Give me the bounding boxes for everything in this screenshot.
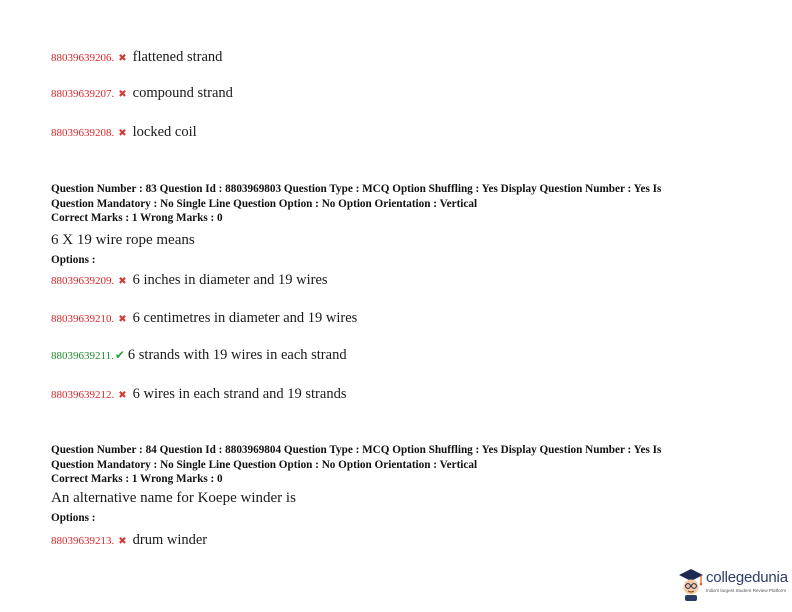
check-icon: ✔ [114,348,125,362]
option-id: 88039639206. [51,52,115,64]
question-meta-line1: Question Number : 83 Question Id : 8803969803 Question Type : MCQ Option Shuffling : Yes Display Question Number : Yes Is [51,183,662,195]
collegedunia-logo [677,566,787,606]
cross-icon: ✖ [118,314,127,325]
option-text: drum winder [132,532,208,548]
cross-icon: ✖ [118,53,127,64]
option-row [51,123,197,145]
question-meta-line1: Question Number : 84 Question Id : 8803969804 Question Type : MCQ Option Shuffling : Yes Display Question Number : Yes Is [51,444,662,456]
cross-icon: ✖ [118,89,127,100]
option-text: 6 inches in diameter and 19 wires [132,272,328,288]
cross-icon: ✖ [118,390,127,401]
question-text: 6 X 19 wire rope means [51,232,195,248]
option-row [51,48,222,70]
cross-icon: ✖ [118,276,127,287]
option-text: 6 strands with 19 wires in each strand [127,347,347,363]
question-meta-line2: Question Mandatory : No Single Line Question Option : No Option Orientation : Vertical [51,197,478,210]
options-label: Options : [51,512,96,524]
option-id: 88039639209. [51,275,115,287]
cross-icon: ✖ [118,536,127,547]
option-id: 88039639208. [51,127,115,139]
cross-icon: ✖ [118,128,127,139]
option-text: locked coil [132,124,197,140]
option-id: 88039639213. [51,535,115,547]
option-text: compound strand [132,85,233,101]
option-row-correct [51,346,347,368]
option-text: 6 wires in each strand and 19 strands [132,386,347,402]
question-meta-line2: Question Mandatory : No Single Line Question Option : No Option Orientation : Vertical [51,458,478,471]
question-text: An alternative name for Koepe winder is [51,490,296,506]
question-meta [51,182,751,226]
question-marks: Correct Marks : 1 Wrong Marks : 0 [51,212,223,224]
option-row [51,385,346,407]
option-id: 88039639207. [51,88,115,100]
option-id: 88039639211. [51,350,114,362]
option-id: 88039639210. [51,313,115,325]
option-row [51,309,357,331]
question-marks: Correct Marks : 1 Wrong Marks : 0 [51,473,223,485]
option-row [51,531,207,553]
option-row [51,271,328,293]
brand-name: collegedunia [706,569,788,586]
option-id: 88039639212. [51,389,115,401]
option-text: 6 centimetres in diameter and 19 wires [132,310,358,326]
options-label: Options : [51,254,96,266]
question-meta [51,443,751,487]
option-row [51,84,233,106]
option-text: flattened strand [132,49,223,65]
brand-tagline: India's largest Student Review Platform [706,588,787,593]
graduate-mascot-icon [677,566,705,602]
